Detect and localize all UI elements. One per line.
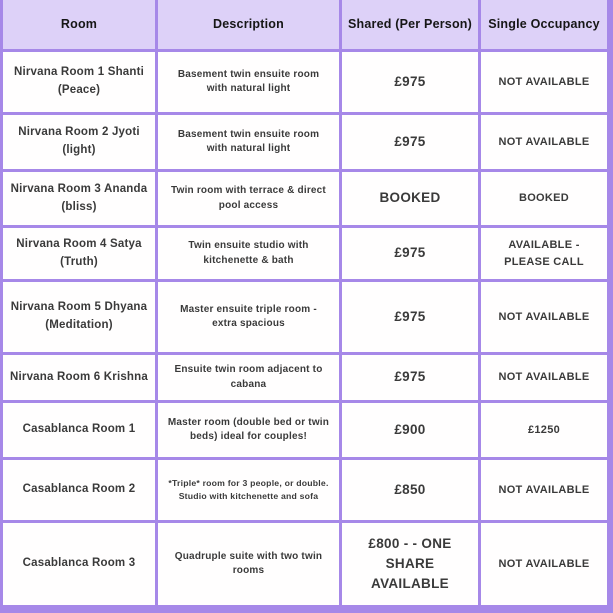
room-description-cell: Twin ensuite studio with kitchenette & bath xyxy=(158,228,339,279)
single-occupancy-cell: NOT AVAILABLE xyxy=(481,460,607,520)
shared-price-cell: £800 - - ONE SHARE AVAILABLE xyxy=(342,523,478,605)
column-header-shared: Shared (Per Person) xyxy=(342,0,478,49)
shared-price-cell: BOOKED xyxy=(342,172,478,225)
column-header-room: Room xyxy=(3,0,155,49)
room-name-cell: Nirvana Room 1 Shanti (Peace) xyxy=(3,52,155,112)
room-description-cell: Twin room with terrace & direct pool access xyxy=(158,172,339,225)
room-description-cell: Master ensuite triple room - extra spacious xyxy=(158,282,339,352)
shared-price-cell: £975 xyxy=(342,282,478,352)
room-name-cell: Nirvana Room 6 Krishna xyxy=(3,355,155,400)
single-occupancy-cell: NOT AVAILABLE xyxy=(481,523,607,605)
shared-price-cell: £975 xyxy=(342,355,478,400)
room-name-cell: Nirvana Room 3 Ananda (bliss) xyxy=(3,172,155,225)
room-description-cell: Basement twin ensuite room with natural light xyxy=(158,52,339,112)
room-description-cell: Master room (double bed or twin beds) ideal for couples! xyxy=(158,403,339,457)
single-occupancy-cell: AVAILABLE - PLEASE CALL xyxy=(481,228,607,279)
room-description-cell: Basement twin ensuite room with natural light xyxy=(158,115,339,169)
single-occupancy-cell: NOT AVAILABLE xyxy=(481,355,607,400)
single-occupancy-cell: NOT AVAILABLE xyxy=(481,282,607,352)
room-name-cell: Nirvana Room 2 Jyoti (light) xyxy=(3,115,155,169)
room-name-cell: Casablanca Room 3 xyxy=(3,523,155,605)
shared-price-cell: £975 xyxy=(342,115,478,169)
shared-price-cell: £900 xyxy=(342,403,478,457)
room-name-cell: Nirvana Room 5 Dhyana (Meditation) xyxy=(3,282,155,352)
shared-price-cell: £850 xyxy=(342,460,478,520)
shared-price-cell: £975 xyxy=(342,52,478,112)
room-description-cell: Quadruple suite with two twin rooms xyxy=(158,523,339,605)
single-occupancy-cell: NOT AVAILABLE xyxy=(481,52,607,112)
room-description-cell: Ensuite twin room adjacent to cabana xyxy=(158,355,339,400)
single-occupancy-cell: BOOKED xyxy=(481,172,607,225)
room-description-cell: *Triple* room for 3 people, or double. Studio with kitchenette and sofa xyxy=(158,460,339,520)
shared-price-cell: £975 xyxy=(342,228,478,279)
room-name-cell: Casablanca Room 2 xyxy=(3,460,155,520)
column-header-single: Single Occupancy xyxy=(481,0,607,49)
single-occupancy-cell: £1250 xyxy=(481,403,607,457)
room-name-cell: Casablanca Room 1 xyxy=(3,403,155,457)
room-name-cell: Nirvana Room 4 Satya (Truth) xyxy=(3,228,155,279)
column-header-description: Description xyxy=(158,0,339,49)
single-occupancy-cell: NOT AVAILABLE xyxy=(481,115,607,169)
